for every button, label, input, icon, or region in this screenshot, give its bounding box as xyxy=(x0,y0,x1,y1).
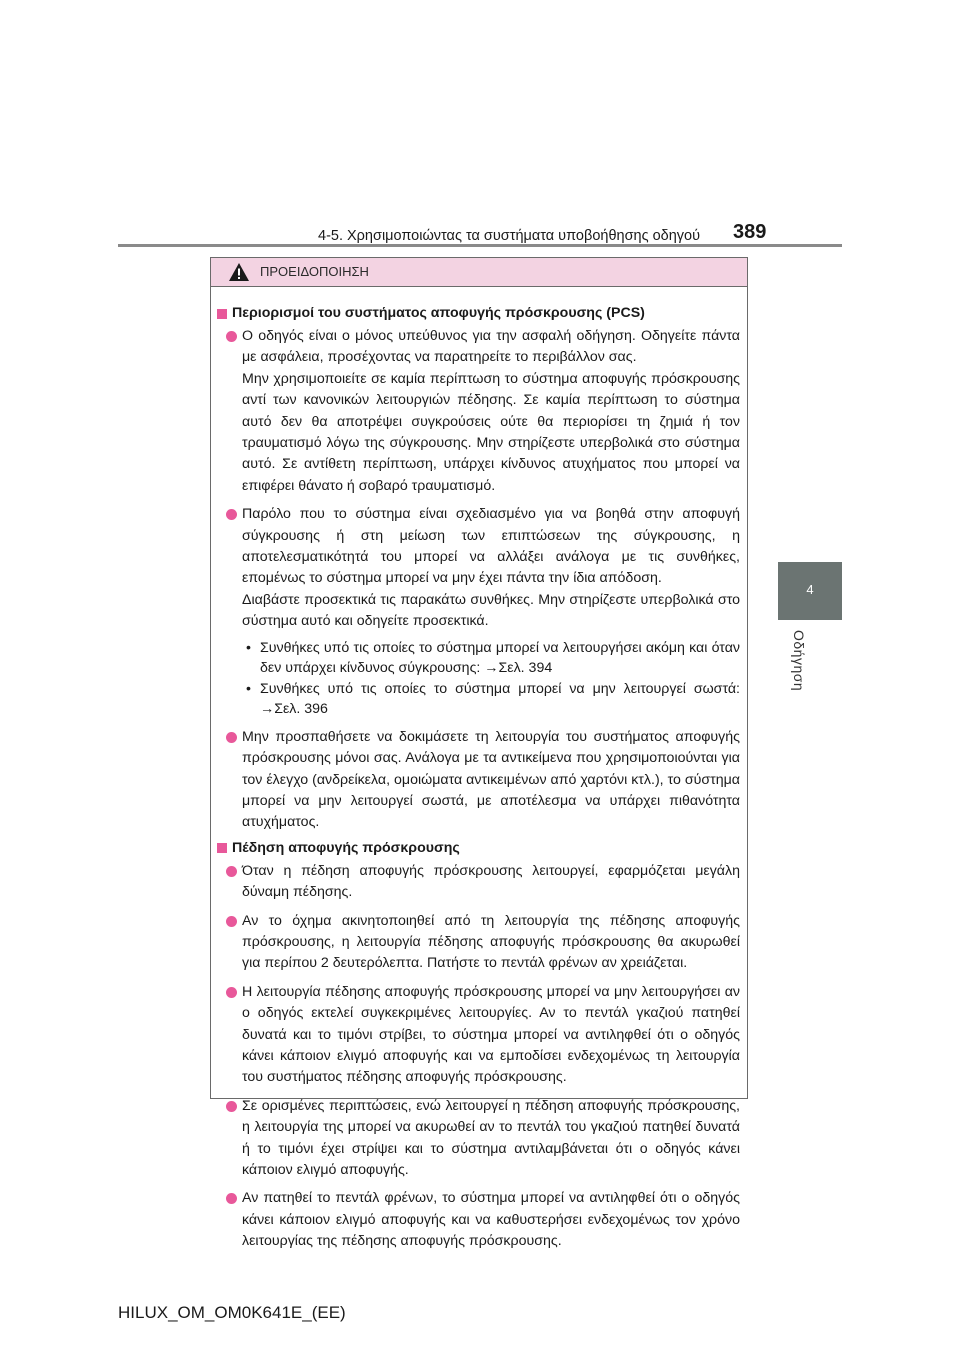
warning-content xyxy=(211,287,747,1253)
sub-list-item: • Συνθήκες υπό τις οποίες το σύστημα μπορεί να λειτουργήσει ακόμη και όταν δεν υπάρχει κίνδυνος σύγκρουσης: →Σελ. 394 xyxy=(242,638,740,679)
warning-header xyxy=(211,258,747,287)
section-heading-text: Πέδηση αποφυγής πρόσκρουσης xyxy=(232,839,460,856)
circle-bullet-icon xyxy=(226,916,237,927)
paragraph: Διαβάστε προσεκτικά τις παρακάτω συνθήκες. Μην στηρίζεστε υπερβολικά στο σύστημα αυτό και οδηγείτε προσεκτικά. xyxy=(242,591,740,630)
list-item xyxy=(217,911,740,975)
circle-bullet-icon xyxy=(226,1101,237,1112)
circle-bullet-icon xyxy=(226,509,237,520)
list-item xyxy=(217,1188,740,1252)
paragraph: Αν το όχημα ακινητοποιηθεί από τη λειτουργία της πέδησης αποφυγής πρόσκρουσης, η λειτουργία πέδησης αποφυγής πρόσκρουσης θα ακυρωθεί για περίπου 2 δευτερόλεπτα. Πατήστε το πεντάλ φρένων αν χρειάζεται. xyxy=(242,912,740,972)
list-item xyxy=(217,504,740,719)
paragraph: Παρόλο που το σύστημα είναι σχεδιασμένο για να βοηθά στην αποφυγή σύγκρουσης ή στη μείωση των επιπτώσεων της σύγκρουσης, η αποτελεσματικότητά του μπορεί να αλλάξει ανάλογα με τις συνθήκες, επομένως το σύστημα μπορεί να μην έχει πάντα την ίδια απόδοση. xyxy=(242,506,740,587)
square-bullet-icon xyxy=(217,843,227,853)
circle-bullet-icon xyxy=(226,331,237,342)
list-item xyxy=(217,727,740,834)
chapter-number: 4 xyxy=(806,582,814,597)
list-item xyxy=(217,1096,740,1182)
page-number: 389 xyxy=(733,221,767,243)
chapter-tab xyxy=(778,562,842,620)
square-bullet-icon xyxy=(217,309,227,319)
section-heading xyxy=(217,303,740,324)
paragraph: Η λειτουργία πέδησης αποφυγής πρόσκρουσης μπορεί να μην λειτουργήσει αν ο οδηγός εκτελεί συγκεκριμένες λειτουργίες. Αν το πεντάλ γκαζιού πατηθεί δυνατά και το τιμόνι στρίβει, το σύστημα μπορεί να αντιληφθεί ότι ο οδηγός κάνει κάποιον ελιγμό αποφυγής και να εμποδίσει ενδεχομένως τη λειτουργία του συστήματος πέδησης αποφυγής πρόσκρουσης. xyxy=(242,983,740,1086)
warning-triangle-icon xyxy=(228,262,250,282)
running-header-title: 4-5. Χρησιμοποιώντας τα συστήματα υποβοήθησης οδηγού xyxy=(318,228,701,244)
paragraph: Μην χρησιμοποιείτε σε καμία περίπτωση το σύστημα αποφυγής πρόσκρουσης αντί των κανονικών λειτουργιών πέδησης. Σε καμία περίπτωση το σύστημα αυτό δεν θα αποτρέψει συγκρούσεις ούτε θα περιορίσει τη ζημιά ή τον τραυματισμό λόγω της σύγκρουσης. Μην στηρίζεστε υπερβολικά στο σύστημα αυτό. Σε αντίθετη περίπτωση, υπάρχει κίνδυνος ατυχήματος που μπορεί να επιφέρει θάνατο ή σοβαρό τραυματισμό. xyxy=(242,370,740,494)
list-item xyxy=(217,326,740,497)
circle-bullet-icon xyxy=(226,987,237,998)
sub-list-item: • Συνθήκες υπό τις οποίες το σύστημα μπορεί να μην λειτουργεί σωστά: →Σελ. 396 xyxy=(242,679,740,720)
list-item xyxy=(217,861,740,904)
header-rule xyxy=(118,244,842,247)
chapter-label: Οδήγηση xyxy=(791,630,807,692)
paragraph: Αν πατηθεί το πεντάλ φρένων, το σύστημα μπορεί να αντιληφθεί ότι ο οδηγός κάνει κάποιον ελιγμό αποφυγής και να καθυστερήσει ενδεχομένως τον χρόνο λειτουργίας της πέδησης αποφυγής πρόσκρουσης. xyxy=(242,1190,740,1250)
list-item xyxy=(217,982,740,1089)
section-heading xyxy=(217,838,740,859)
section-heading-text: Περιορισμοί του συστήματος αποφυγής πρόσκρουσης (PCS) xyxy=(232,305,645,321)
paragraph: Όταν η πέδηση αποφυγής πρόσκρουσης λειτουργεί, εφαρμόζεται μεγάλη δύναμη πέδησης. xyxy=(242,862,740,901)
paragraph: Μην προσπαθήσετε να δοκιμάσετε τη λειτουργία του συστήματος αποφυγής πρόσκρουσης μόνοι σας. Ανάλογα με τα αντικείμενα που χρησιμοποιούνται για τον έλεγχο (ανδρείκελα, ομοιώματα αντικειμένων από χαρτόνι κτλ.), το σύστημα μπορεί να μην λειτουργεί σωστά, με αποτέλεσμα να υπάρχει πιθανότητα ατυχήματος. xyxy=(242,728,740,831)
circle-bullet-icon xyxy=(226,866,237,877)
warning-label: ΠΡΟΕΙΔΟΠΟΙΗΣΗ xyxy=(260,264,369,279)
circle-bullet-icon xyxy=(226,732,237,743)
warning-box xyxy=(210,257,748,1250)
paragraph: Ο οδηγός είναι ο μόνος υπεύθυνος για την ασφαλή οδήγηση. Οδηγείτε πάντα με ασφάλεια, προσέχοντας να παρατηρείτε το περιβάλλον σας. xyxy=(242,328,740,366)
document-code: HILUX_OM_OM0K641E_(EE) xyxy=(118,1303,346,1322)
paragraph: Σε ορισμένες περιπτώσεις, ενώ λειτουργεί η πέδηση αποφυγής πρόσκρουσης, η λειτουργία της μπορεί να ακυρωθεί αν το πεντάλ του γκαζιού πατηθεί δυνατά ή το τιμόνι έχει στρίψει και το σύστημα αντιλαμβάνεται ότι ο οδηγός κάνει κάποιον ελιγμό αποφυγής. xyxy=(242,1097,740,1178)
circle-bullet-icon xyxy=(226,1193,237,1204)
sub-list xyxy=(242,638,740,720)
